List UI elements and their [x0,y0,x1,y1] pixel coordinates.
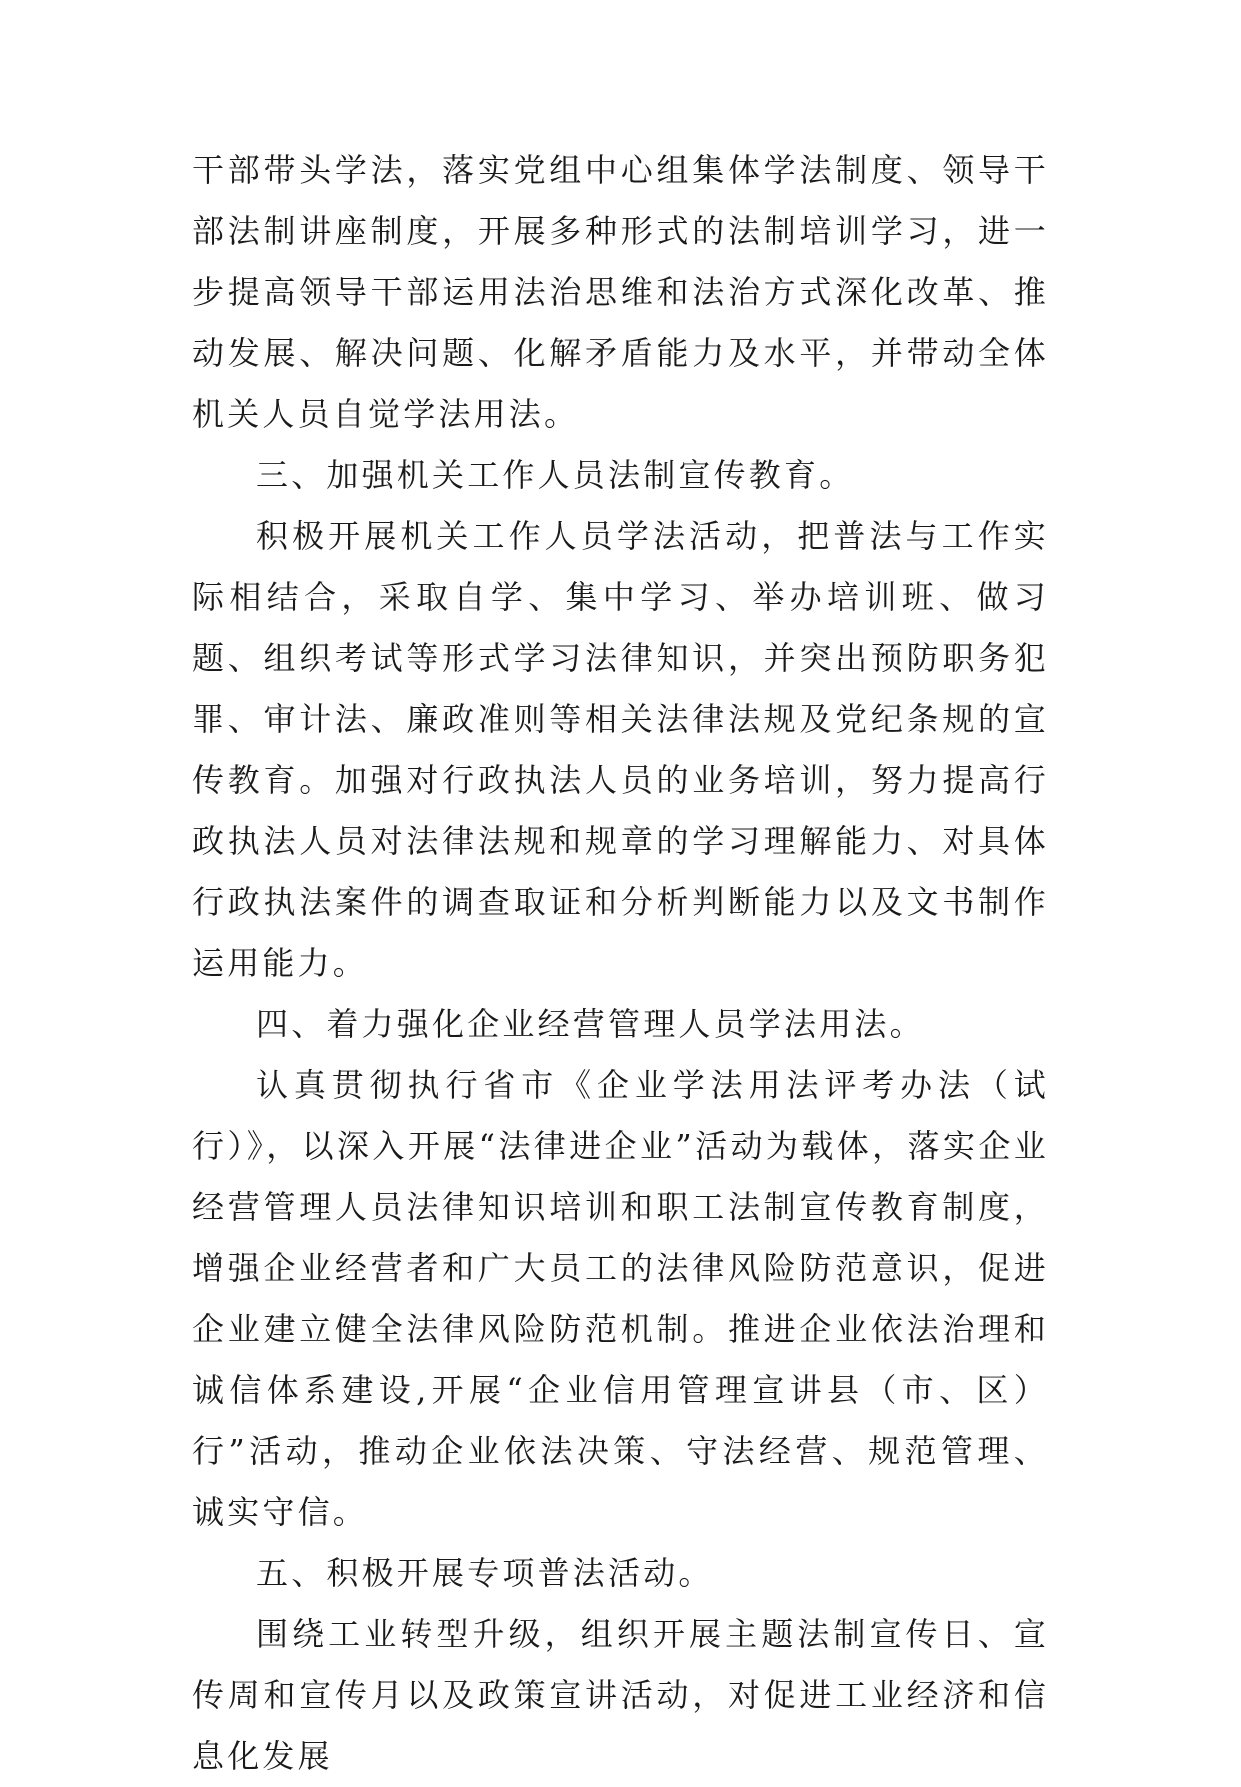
paragraph-continuation: 干部带头学法，落实党组中心组集体学法制度、领导干部法制讲座制度，开展多种形式的法制培训学习，进一步提高领导干部运用法治思维和法治方式深化改革、推动发展、解决问题、化解矛盾能力及水平，并带动全体机关人员自觉学法用法。 [192,151,1049,433]
paragraph-section-3: 积极开展机关工作人员学法活动，把普法与工作实际相结合，采取自学、集中学习、举办培训班、做习题、组织考试等形式学习法律知识，并突出预防职务犯罪、审计法、廉政准则等相关法律法规及党纪条规的宣传教育。加强对行政执法人员的业务培训，努力提高行政执法人员对法律法规和规章的学习理解能力、对具体行政执法案件的调查取证和分析判断能力以及文书制作运用能力。 [192,517,1049,982]
section-heading-5: 五、积极开展专项普法活动。 [256,1554,714,1592]
paragraph-section-5: 围绕工业转型升级，组织开展主题法制宣传日、宣传周和宣传月以及政策宣讲活动，对促进工业经济和信息化发展 [192,1615,1049,1775]
paragraph-section-4: 认真贯彻执行省市《企业学法用法评考办法（试行）》，以深入开展“法律进企业”活动为载体，落实企业经营管理人员法律知识培训和职工法制宣传教育制度，增强企业经营者和广大员工的法律风险防范意识，促进企业建立健全法律风险防范机制。推进企业依法治理和诚信体系建设,开展“企业信用管理宣讲县（市、区）行”活动，推动企业依法决策、守法经营、规范管理、诚实守信。 [192,1066,1049,1531]
document-body [192,140,1049,1787]
section-heading-4: 四、着力强化企业经营管理人员学法用法。 [256,1005,925,1043]
section-heading-3: 三、加强机关工作人员法制宣传教育。 [256,456,855,494]
